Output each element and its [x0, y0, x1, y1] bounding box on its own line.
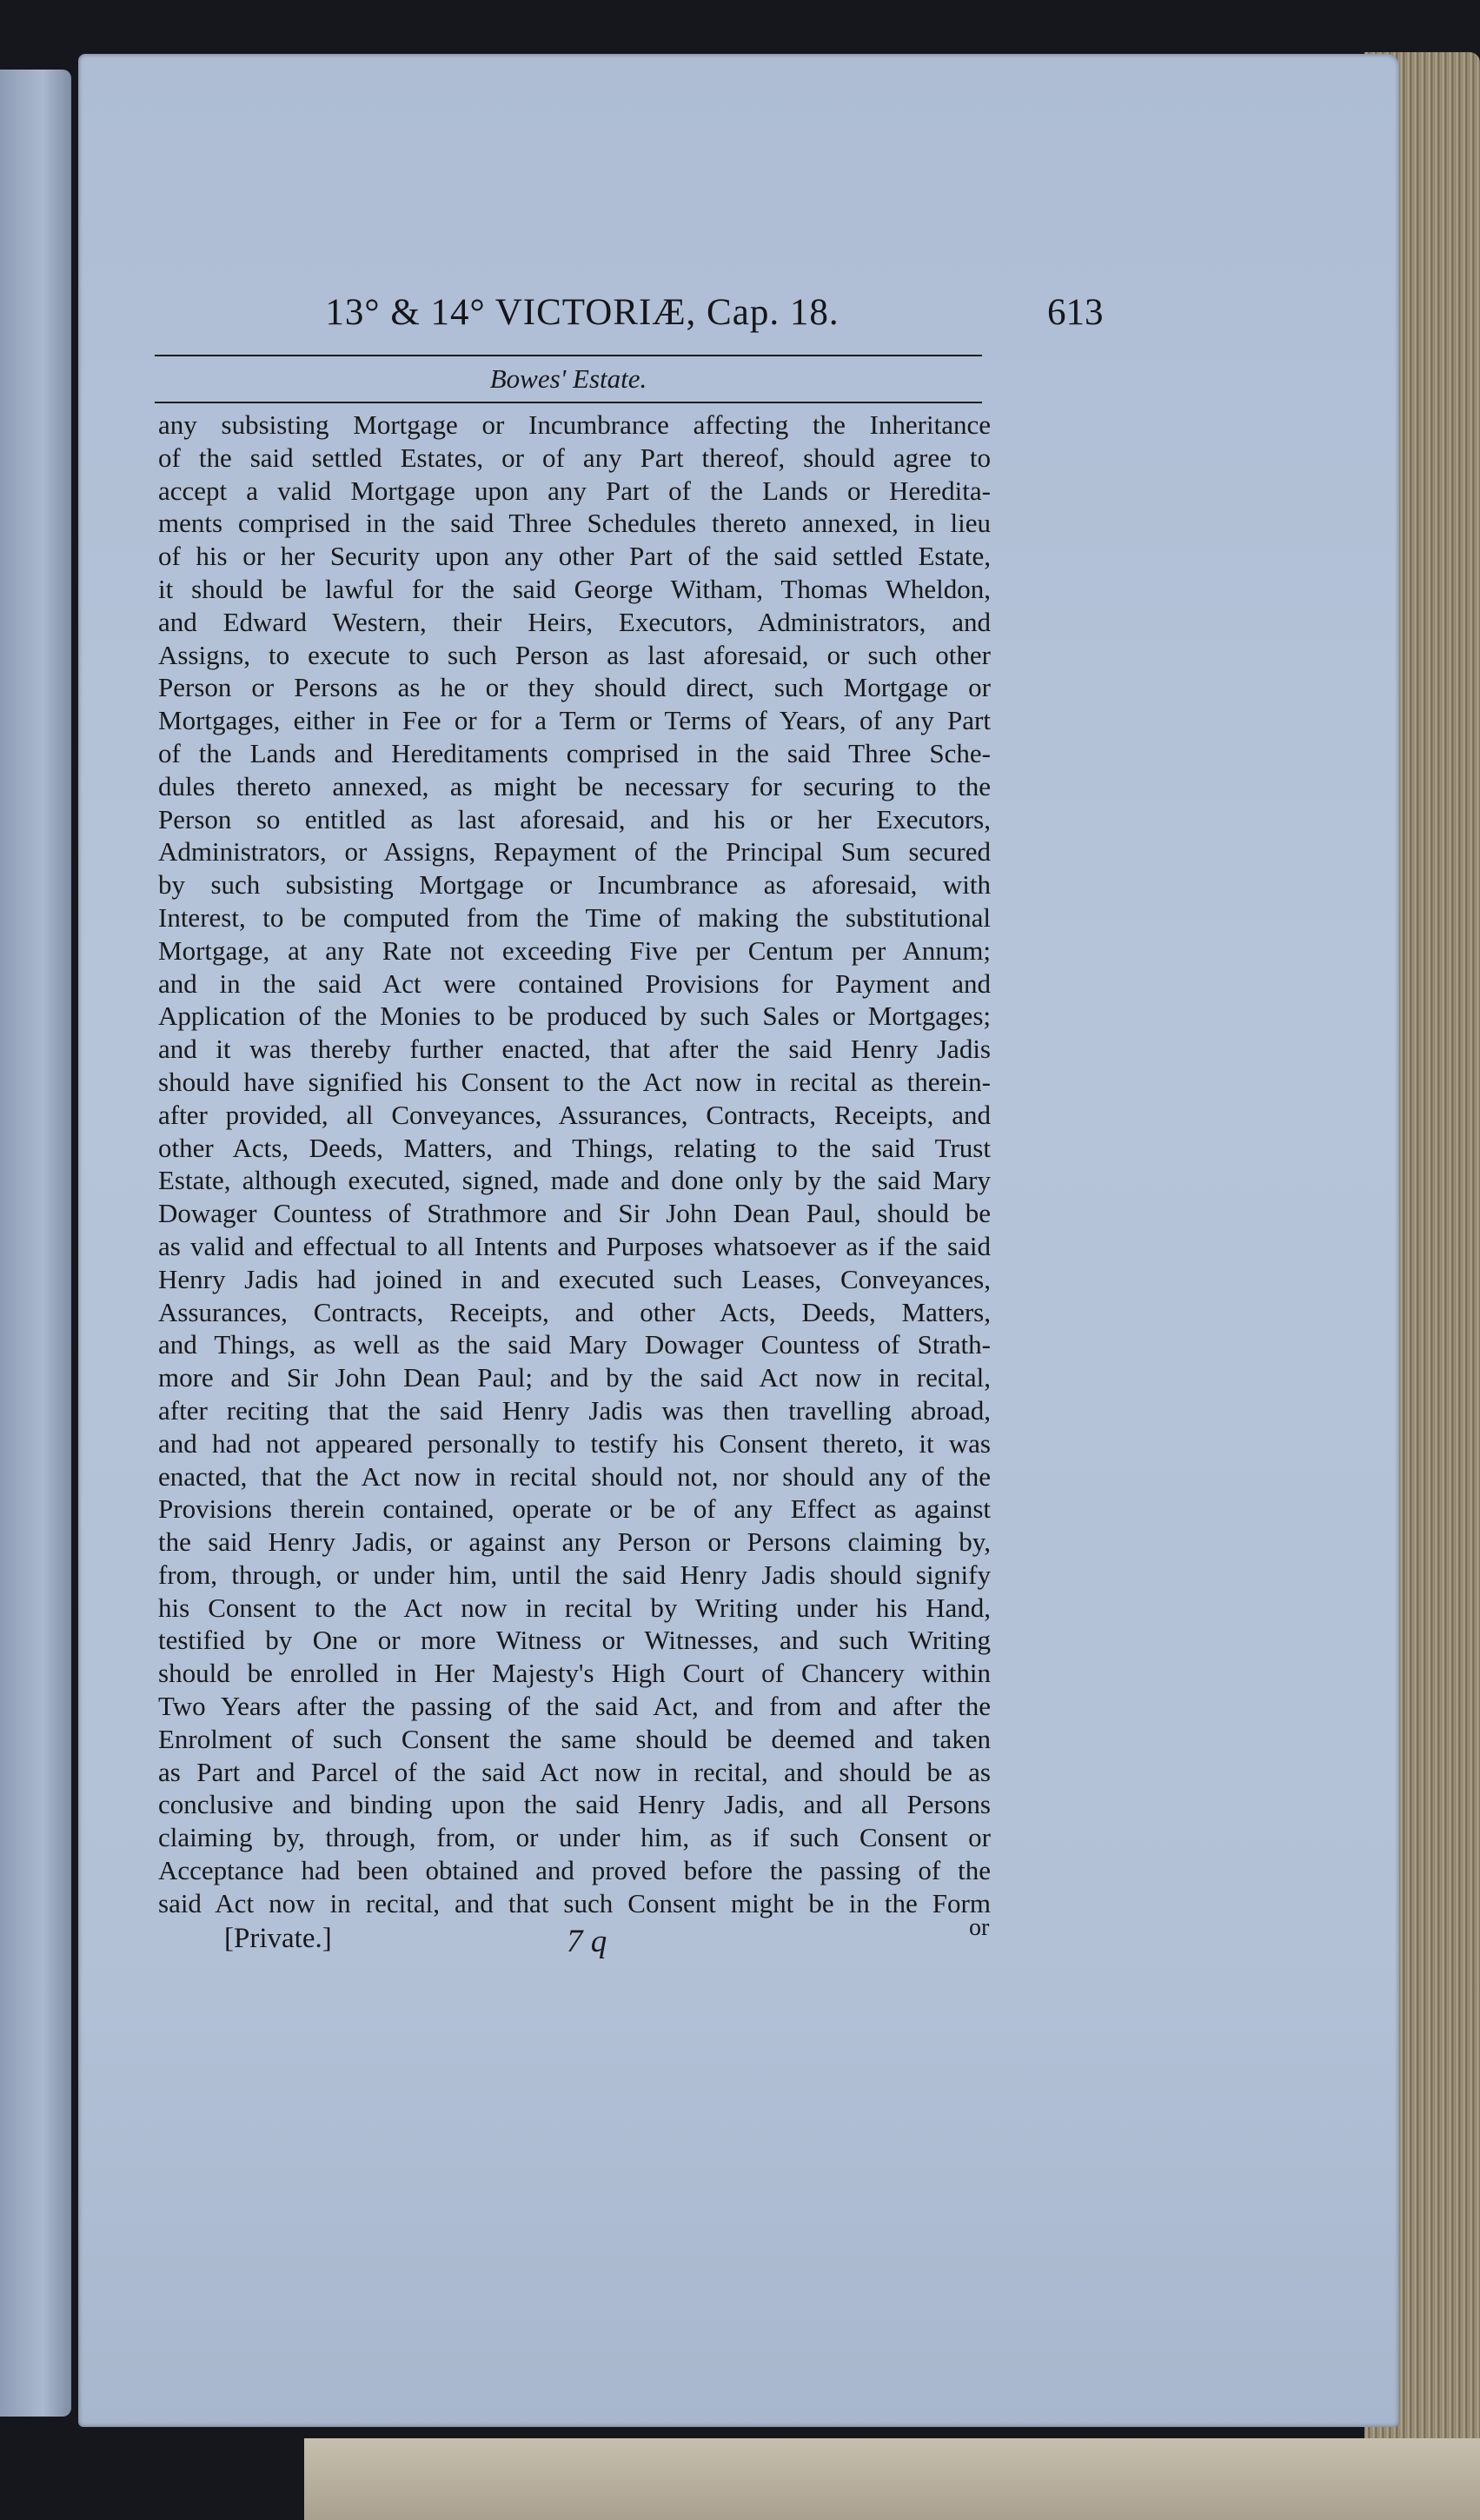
text-line: from, through, or under him, until the said Henry Jadis should signify [158, 1559, 991, 1590]
text-line: Person or Persons as he or they should direct, such Mortgage or [158, 672, 991, 703]
page-number: 613 [1047, 292, 1104, 333]
text-line: Two Years after the passing of the said Act, and from and after the [158, 1691, 991, 1722]
text-line: after reciting that the said Henry Jadis was then travelling abroad, [158, 1394, 991, 1426]
text-line: Administrators, or Assigns, Repayment of the Principal Sum secured [158, 836, 991, 868]
text-line: as Part and Parcel of the said Act now in recital, and should be as [158, 1756, 991, 1787]
text-line: enacted, that the Act now in recital should not, nor should any of the [158, 1460, 991, 1492]
text-line: and Edward Western, their Heirs, Executors, Administrators, and [158, 606, 991, 637]
text-line: it should be lawful for the said George Witham, Thomas Wheldon, [158, 573, 991, 604]
text-line: any subsisting Mortgage or Incumbrance affecting the Inheritance [158, 409, 991, 440]
text-line: and in the said Act were contained Provisions for Payment and [158, 967, 991, 999]
catchword: or [969, 1914, 990, 1941]
header-rule-top [155, 355, 982, 356]
body-text [158, 409, 991, 1920]
text-line: testified by One or more Witness or Witnesses, and such Writing [158, 1625, 991, 1656]
section-title: Bowes' Estate. [489, 363, 647, 394]
text-line: more and Sir John Dean Paul; and by the said Act now in recital, [158, 1362, 991, 1393]
text-line: claiming by, through, from, or under him, as if such Consent or [158, 1822, 991, 1853]
private-label: [Private.] [224, 1923, 332, 1954]
text-line: conclusive and binding upon the said Henry Jadis, and all Persons [158, 1789, 991, 1820]
text-line: as valid and effectual to all Intents and Purposes whatsoever as if the said [158, 1230, 991, 1261]
text-line: ments comprised in the said Three Schedules thereto annexed, in lieu [158, 508, 991, 539]
text-line: Interest, to be computed from the Time of making the substitutional [158, 901, 991, 933]
text-line: Acceptance had been obtained and proved before the passing of the [158, 1855, 991, 1886]
text-line: after provided, all Conveyances, Assurances, Contracts, Receipts, and [158, 1099, 991, 1130]
text-line: and had not appeared personally to testify his Consent thereto, it was [158, 1427, 991, 1459]
text-line: of his or her Security upon any other Part of the said settled Estate, [158, 541, 991, 572]
text-line: Estate, although executed, signed, made and done only by the said Mary [158, 1165, 991, 1196]
text-line: should be enrolled in Her Majesty's High Court of Chancery within [158, 1658, 991, 1689]
text-line: Assigns, to execute to such Person as last aforesaid, or such other [158, 639, 991, 670]
text-line: of the Lands and Hereditaments comprised in the said Three Sche- [158, 737, 991, 768]
text-line: his Consent to the Act now in recital by Writing under his Hand, [158, 1592, 991, 1623]
text-line: Person so entitled as last aforesaid, and his or her Executors, [158, 803, 991, 834]
text-line: by such subsisting Mortgage or Incumbrance as aforesaid, with [158, 869, 991, 901]
signature-mark: 7 q [567, 1924, 607, 1959]
text-line: Henry Jadis had joined in and executed such Leases, Conveyances, [158, 1263, 991, 1294]
binding-bottom-strip [304, 2438, 1480, 2520]
text-line: other Acts, Deeds, Matters, and Things, relating to the said Trust [158, 1132, 991, 1163]
text-line: the said Henry Jadis, or against any Person or Persons claiming by, [158, 1526, 991, 1558]
text-line: said Act now in recital, and that such Consent might be in the Form [158, 1887, 991, 1918]
text-line: Mortgage, at any Rate not exceeding Five per Centum per Annum; [158, 934, 991, 966]
text-line: should have signified his Consent to the Act now in recital as therein- [158, 1066, 991, 1097]
text-line: Dowager Countess of Strathmore and Sir John Dean Paul, should be [158, 1198, 991, 1229]
text-line: of the said settled Estates, or of any Part thereof, should agree to [158, 442, 991, 473]
text-line: Application of the Monies to be produced by such Sales or Mortgages; [158, 1001, 991, 1032]
text-line: and it was thereby further enacted, that after the said Henry Jadis [158, 1034, 991, 1065]
text-line: Assurances, Contracts, Receipts, and other Acts, Deeds, Matters, [158, 1296, 991, 1327]
text-line: and Things, as well as the said Mary Dowager Countess of Strath- [158, 1329, 991, 1360]
header-rule-bottom [155, 402, 982, 403]
text-line: accept a valid Mortgage upon any Part of the Lands or Heredita- [158, 475, 991, 506]
text-line: Provisions therein contained, operate or be of any Effect as against [158, 1493, 991, 1525]
text-line: Enrolment of such Consent the same should be deemed and taken [158, 1723, 991, 1754]
facing-page-edge [0, 70, 71, 2417]
running-title: 13° & 14° VICTORIÆ, Cap. 18. [325, 292, 840, 333]
text-line: Mortgages, either in Fee or for a Term or Terms of Years, of any Part [158, 705, 991, 736]
text-line: dules thereto annexed, as might be necessary for securing to the [158, 770, 991, 801]
